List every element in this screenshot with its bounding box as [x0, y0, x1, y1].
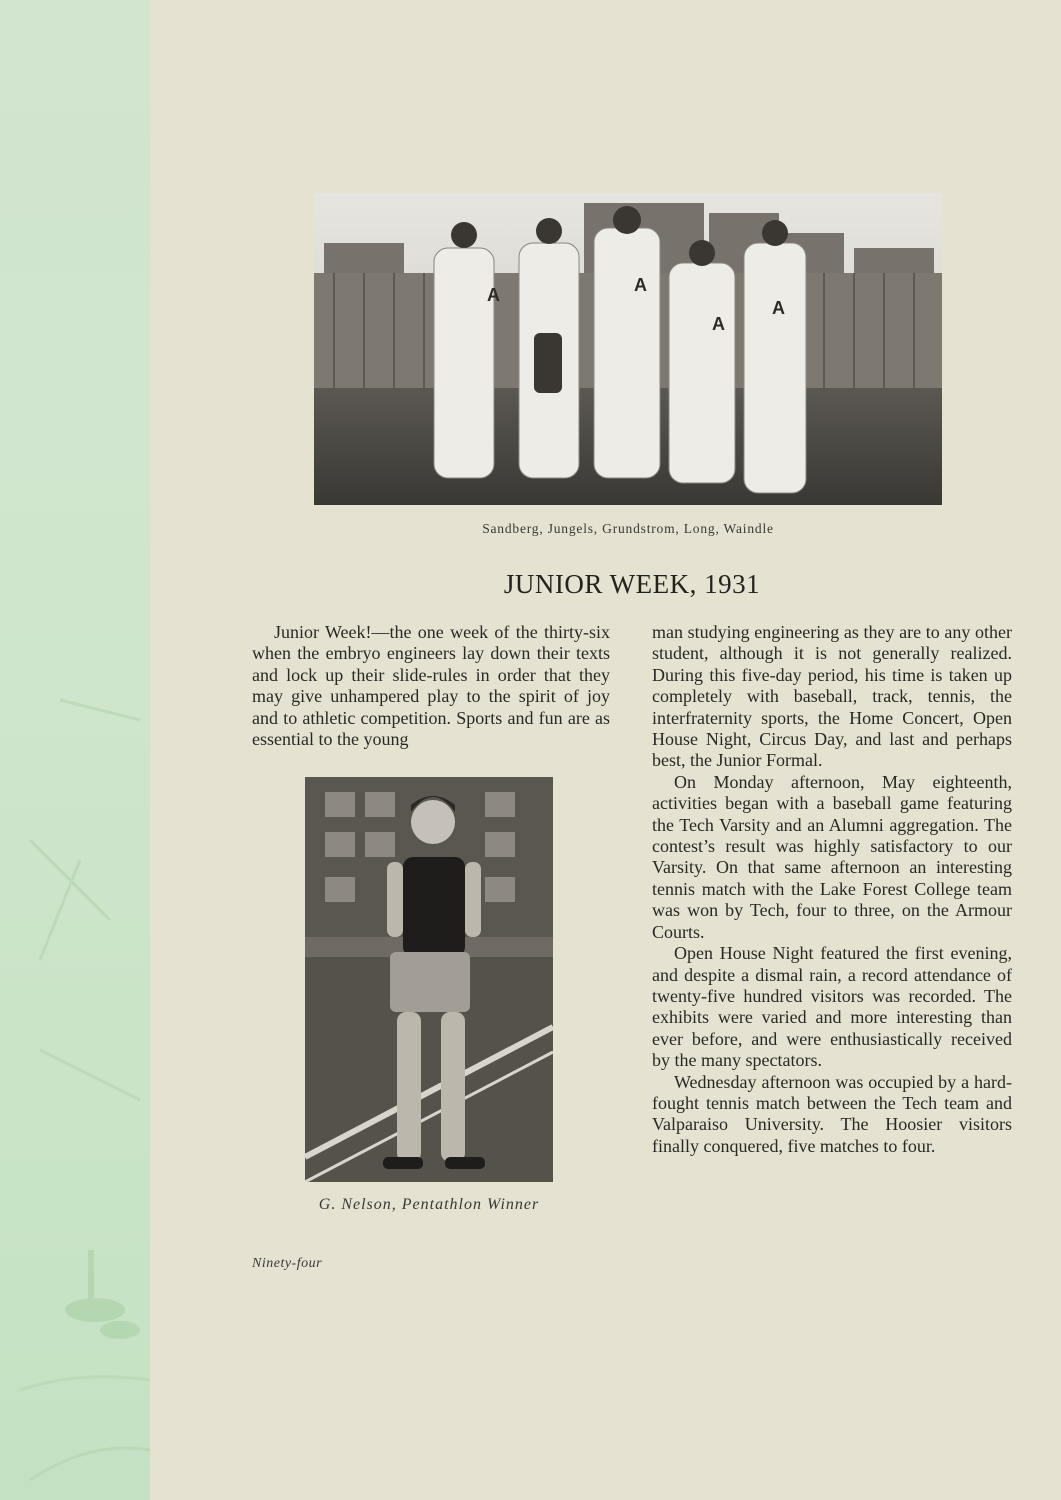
right-column — [652, 622, 1012, 1157]
nelson-photo-image — [305, 777, 553, 1182]
right-paragraph-4: Wednesday afternoon was occupied by a hard-fought tennis match between the Tech team and Valparaiso University. The Hoosier visitors finally conquered, five matches to four. — [652, 1071, 1012, 1156]
decorative-band-motifs — [0, 0, 150, 1500]
team-photo-caption: Sandberg, Jungels, Grundstrom, Long, Waindle — [482, 521, 774, 536]
left-column — [252, 622, 610, 750]
page-title: JUNIOR WEEK, 1931 — [503, 569, 761, 599]
nelson-photo-caption: G. Nelson, Pentathlon Winner — [318, 1196, 540, 1213]
svg-text:A: A — [712, 314, 725, 334]
nelson-photo — [305, 777, 553, 1182]
left-paragraph-1: Junior Week!—the one week of the thirty-six when the embryo engineers lay down their texts and lock up their slide-rules in order that they may give unhampered play to the spirit of joy and to athletic competition. Sports and fun are as essential to the young — [252, 622, 610, 750]
right-paragraph-1: man studying engineering as they are to any other student, although it is not generally realized. During this five-day period, his time is taken up completely with baseball, track, tennis, the interfraternity sports, the Home Concert, Open House Night, Circus Day, and last and perhaps best, the Junior Formal. — [652, 622, 1012, 771]
right-paragraph-2: On Monday afternoon, May eighteenth, activities began with a baseball game featuring the Tech Varsity and an Alumni aggregation. The contest’s result was highly satisfactory to our Varsity. On that same afternoon an interesting tennis match with the Lake Forest College team was won by Tech, four to three, on the Armour Courts. — [652, 771, 1012, 942]
page-number: Ninety-four — [252, 1256, 323, 1271]
right-paragraph-3: Open House Night featured the first evening, and despite a dismal rain, a record attendance of twenty-five hundred visitors was recorded. The exhibits were varied and more interesting than ever before, and were enthusiastically received by the many spectators. — [652, 943, 1012, 1071]
team-photo-image — [314, 193, 942, 505]
svg-text:A: A — [772, 298, 785, 318]
svg-text:A: A — [487, 285, 500, 305]
team-photo — [314, 193, 942, 505]
decorative-left-band — [0, 0, 150, 1500]
svg-text:A: A — [634, 275, 647, 295]
